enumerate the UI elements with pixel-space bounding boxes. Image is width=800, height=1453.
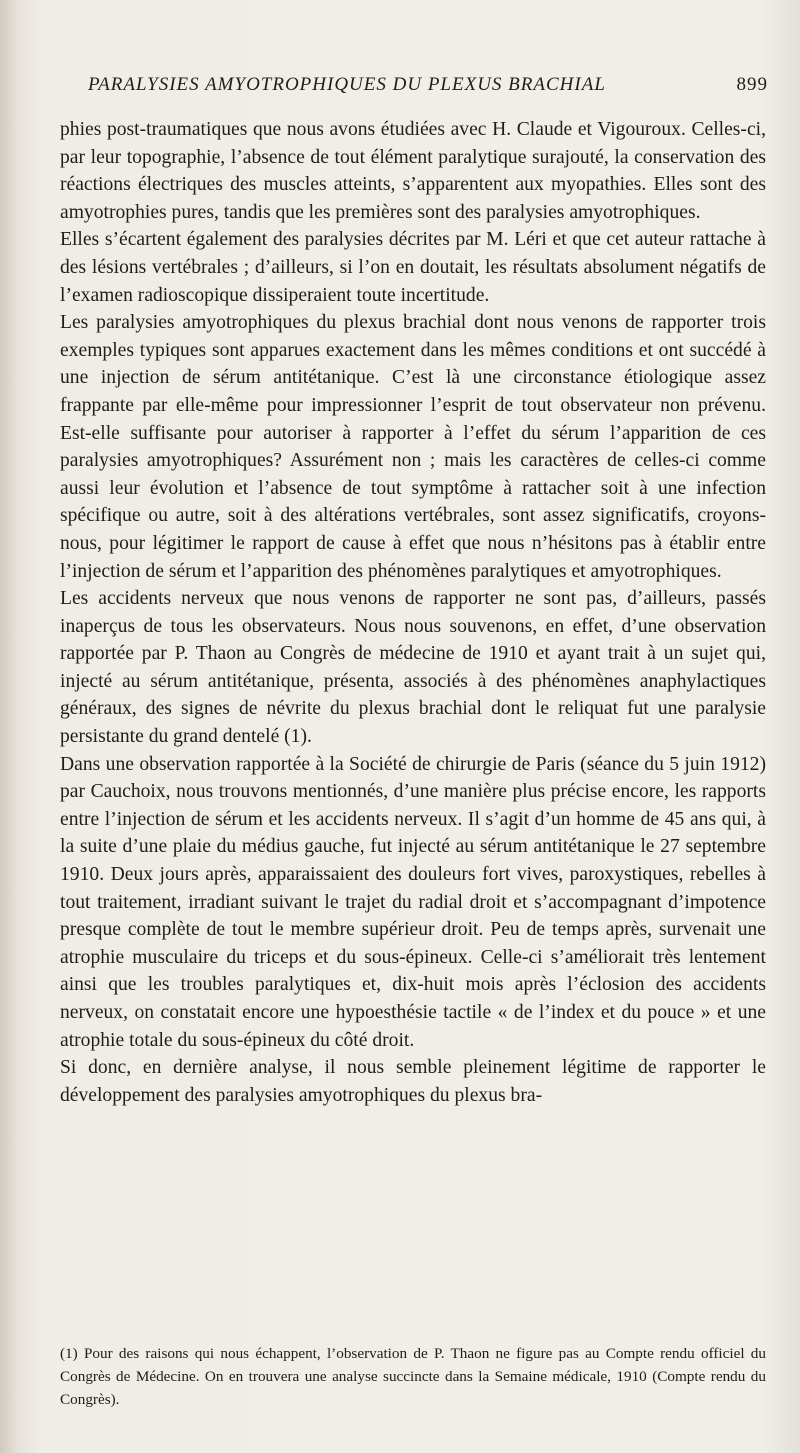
paragraph: Dans une observation rapportée à la Société de chirurgie de Paris (séance du 5 juin 1912) par Cauchoix, nous trouvons mentionnés, d’une manière plus précise encore, les rapports entre l’injection de sérum et les accidents nerveux. Il s’agit d’un homme de 45 ans qui, à la suite d’une plaie du médius gauche, fut injecté au sérum antitétanique le 27 septembre 1910. Deux jours après, apparaissaient des douleurs fort vives, paroxystiques, rebelles à tout traitement, irradiant suivant le trajet du radial droit et s’accompagnant d’impotence presque complète de tout le membre supérieur droit. Peu de temps après, survenait une atrophie musculaire du triceps et du sous-épineux. Celle-ci s’améliorait très lentement ainsi que les troubles paralytiques et, dix-huit mois après l’éclosion des accidents nerveux, on constatait encore une hypoesthésie tactile « de l’index et du pouce » et une atrophie totale du sous-épineux du côté droit. bbox=[60, 753, 766, 1051]
running-title: PARALYSIES AMYOTROPHIQUES DU PLEXUS BRACHIAL bbox=[88, 74, 606, 95]
paragraph: Les paralysies amyotrophiques du plexus brachial dont nous venons de rapporter trois exemples typiques sont apparues exactement dans les mêmes conditions et ont succédé à une injection de sérum antitétanique. C’est là une circonstance étiologique assez frappante par elle-même pour impressionner l’esprit de tout observateur non prévenu. Est-elle suffisante pour autoriser à rapporter à l’effet du sérum l’apparition de ces paralysies amyotrophiques? Assurément non ; mais les caractères de celles-ci comme aussi leur évolution et l’absence de tout symptôme à rattacher soit à une infection spécifique ou autre, soit à des altérations vertébrales, sont assez significatifs, croyons-nous, pour légitimer le rapport de cause à effet que nous n’hésitons pas à établir entre l’injection de sérum et l’apparition des phénomènes paralytiques et amyotrophiques. bbox=[60, 312, 766, 582]
paragraph: phies post-traumatiques que nous avons étudiées avec H. Claude et Vigouroux. Celles-ci, par leur topographie, l’absence de tout élément paralytique surajouté, la conservation des réactions électriques des muscles atteints, s’apparentent aux myopathies. Elles sont des amyotrophies pures, tandis que les premières sont des paralysies amyotrophiques. bbox=[60, 119, 766, 223]
body-text bbox=[60, 116, 766, 1109]
page-number: 899 bbox=[736, 74, 768, 95]
paragraph: Elles s’écartent également des paralysies décrites par M. Léri et que cet auteur rattache à des lésions vertébrales ; d’ailleurs, si l’on en doutait, les résultats absolument négatifs de l’examen radioscopique dissiperaient toute incertitude. bbox=[60, 229, 766, 306]
running-header bbox=[88, 74, 768, 104]
footnote-text: (1) Pour des raisons qui nous échappent, l’observation de P. Thaon ne figure pas au Compte rendu officiel du Congrès de Médecine. On en trouvera une analyse succincte dans la Semaine médicale, 1910 (Compte rendu du Congrès). bbox=[60, 1345, 766, 1408]
paragraph: Si donc, en dernière analyse, il nous semble pleinement légitime de rapporter le développement des paralysies amyotrophiques du plexus bra- bbox=[60, 1057, 766, 1106]
footnote bbox=[60, 1342, 766, 1411]
paragraph: Les accidents nerveux que nous venons de rapporter ne sont pas, d’ailleurs, passés inaperçus de tous les observateurs. Nous nous souvenons, en effet, d’une observation rapportée par P. Thaon au Congrès de médecine de 1910 et ayant trait à un sujet qui, injecté au sérum antitétanique, présenta, associés à des phénomènes anaphylactiques généraux, des signes de névrite du plexus brachial dont le reliquat fut une paralysie persistante du grand dentelé (1). bbox=[60, 588, 766, 748]
